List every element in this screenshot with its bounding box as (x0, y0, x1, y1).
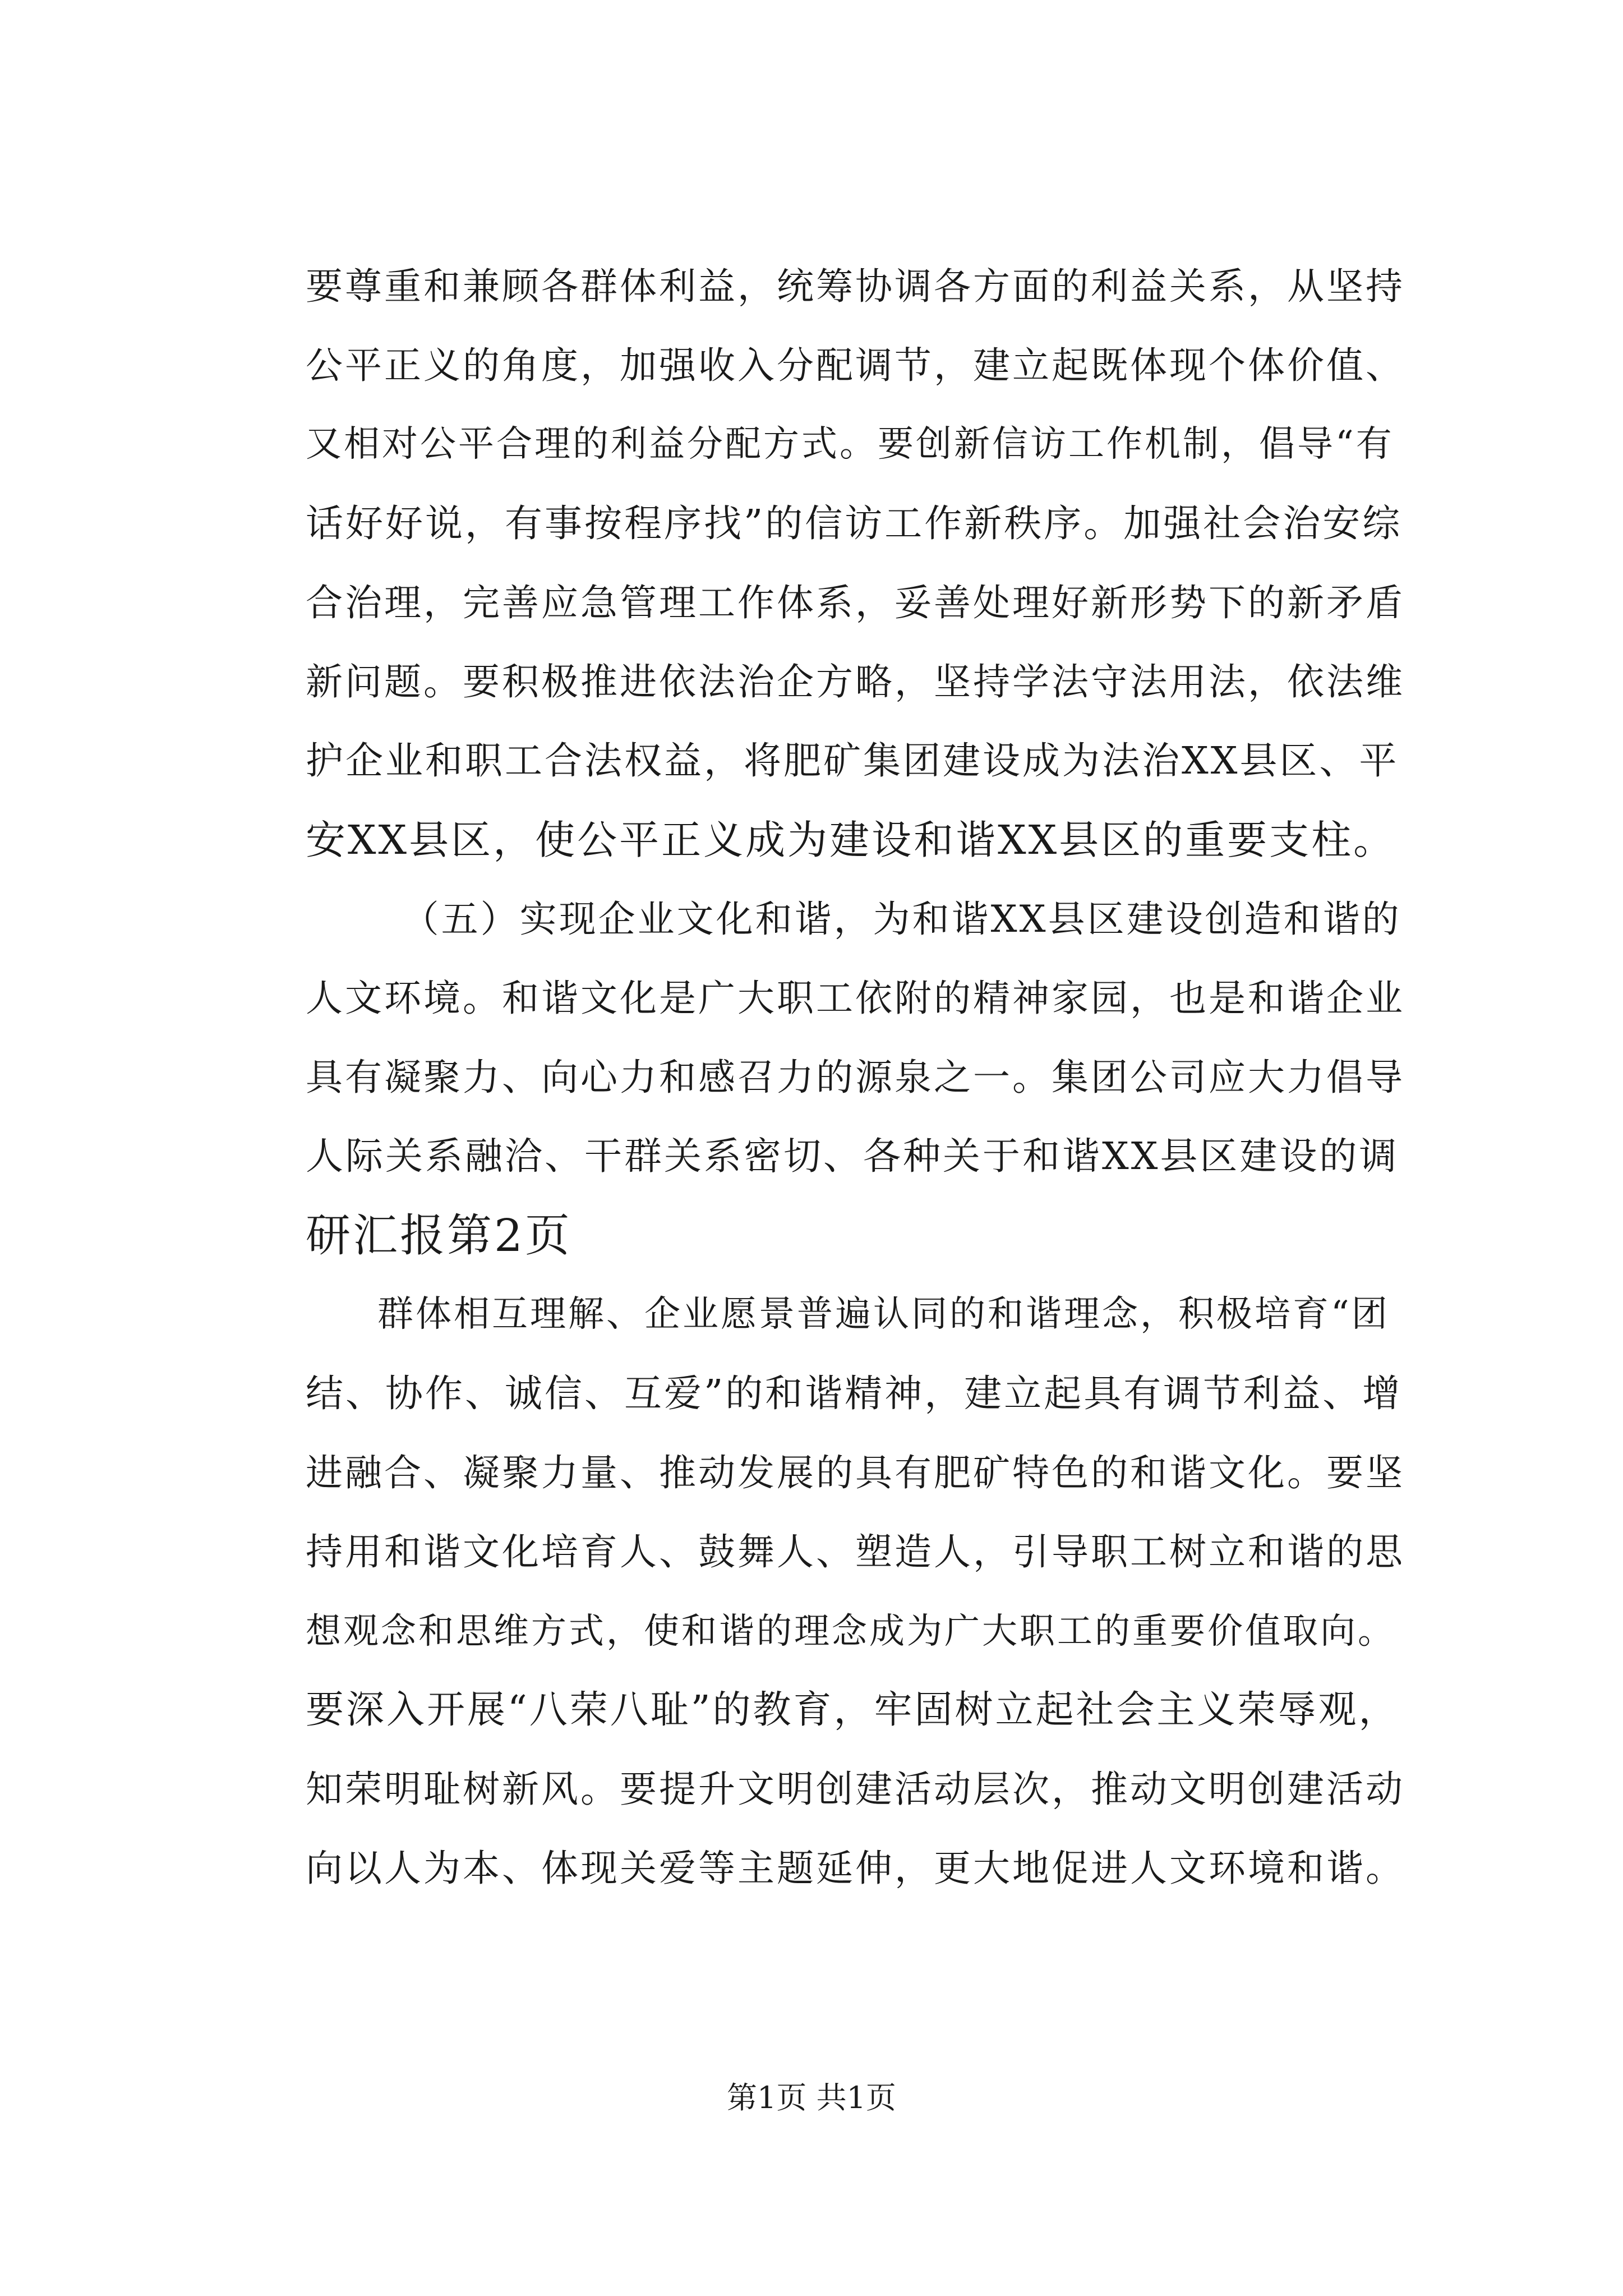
text-line: 人际关系融洽、干群关系密切、各种关于和谐XX县区建设的调 (306, 1134, 1399, 1178)
text-line: 新问题。要积极推进依法治企方略，坚持学法守法用法，依法维 (306, 660, 1405, 703)
text-line: 想观念和思维方式，使和谐的理念成为广大职工的重要价值取向。 (306, 1611, 1395, 1651)
text-line: 持用和谐文化培育人、鼓舞人、塑造人，引导职工树立和谐的思 (306, 1530, 1405, 1573)
text-line: 进融合、凝聚力量、推动发展的具有肥矿特色的和谐文化。要坚 (306, 1451, 1405, 1494)
text-line: 合治理，完善应急管理工作体系，妥善处理好新形势下的新矛盾 (306, 581, 1405, 624)
text-line: 公平正义的角度，加强收入分配调节，建立起既体现个体价值、 (306, 344, 1405, 387)
page-footer: 第1页 共1页 (727, 2080, 896, 2115)
text-line: 话好好说，有事按程序找”的信访工作新秩序。加强社会治安综 (306, 501, 1403, 545)
body-text (306, 247, 1405, 1908)
text-line: 具有凝聚力、向心力和感召力的源泉之一。集团公司应大力倡导 (306, 1056, 1405, 1099)
text-line: 向以人为本、体现关爱等主题延伸，更大地促进人文环境和谐。 (306, 1847, 1405, 1890)
text-line: 安XX县区，使公平正义成为建设和谐XX县区的重要支柱。 (306, 817, 1396, 863)
paragraph-heading-line: （五）实现企业文化和谐，为和谐XX县区建设创造和谐的 (402, 898, 1401, 941)
paragraph-first-line: 群体相互理解、企业愿景普遍认同的和谐理念，积极培育“团 (377, 1294, 1390, 1335)
text-line: 知荣明耻树新风。要提升文明创建活动层次，推动文明创建活动 (306, 1768, 1405, 1811)
text-line: 结、协作、诚信、互爱”的和谐精神，建立起具有调节利益、增 (306, 1372, 1403, 1415)
text-line: 人文环境。和谐文化是广大职工依附的精神家园，也是和谐企业 (306, 977, 1405, 1020)
text-line: 护企业和职工合法权益，将肥矿集团建设成为法治XX县区、平 (306, 739, 1399, 783)
text-line: 要尊重和兼顾各群体利益，统筹协调各方面的利益关系，从坚持 (306, 265, 1405, 308)
text-line: 又相对公平合理的利益分配方式。要创新信访工作机制，倡导“有 (306, 424, 1394, 465)
text-line: 要深入开展“八荣八耻”的教育，牢固树立起社会主义荣辱观， (306, 1688, 1399, 1732)
text-line: 研汇报第2页 (306, 1209, 572, 1262)
